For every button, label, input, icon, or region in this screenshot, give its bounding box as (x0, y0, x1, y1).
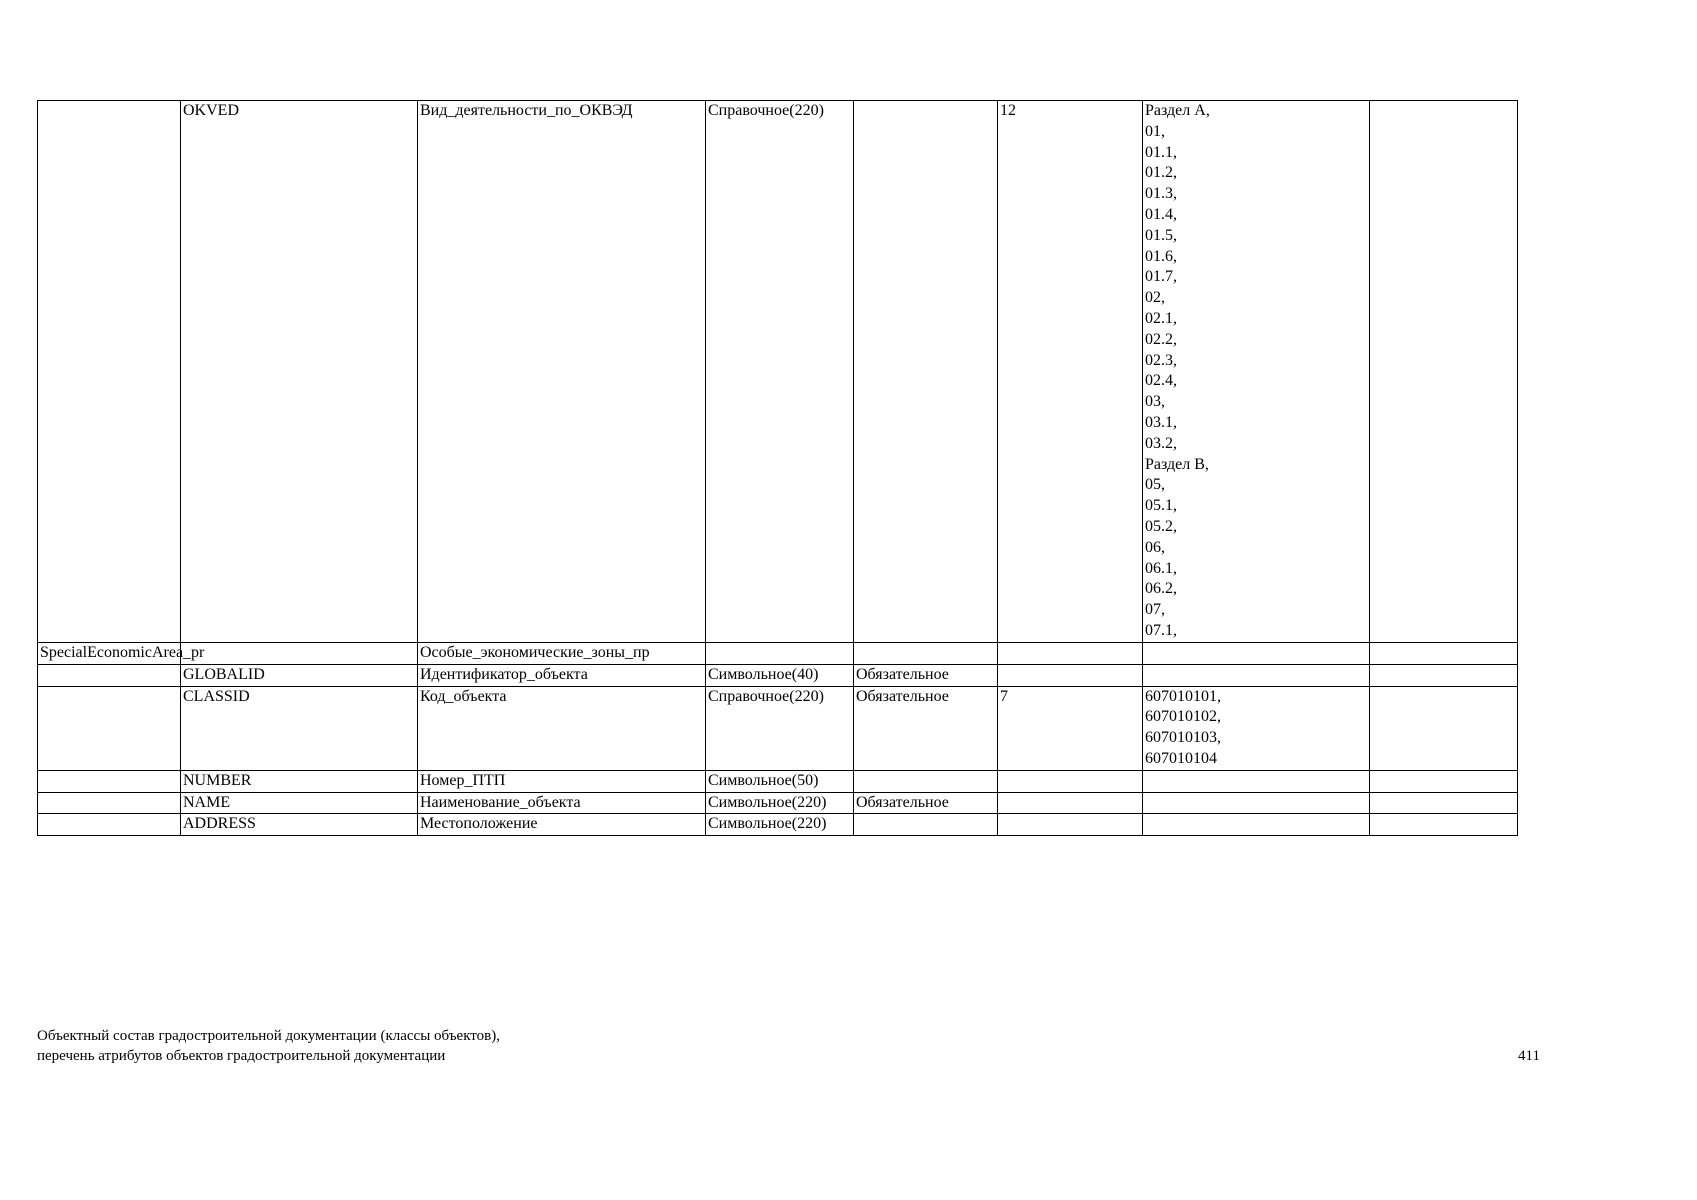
cell-required-flag (854, 770, 998, 792)
value-line: 02, (1145, 289, 1165, 307)
cell-class-name (38, 101, 181, 643)
value-line: 05, (1145, 476, 1165, 494)
value-line: 607010104 (1145, 749, 1217, 767)
value-line: 03, (1145, 393, 1165, 411)
value-line: 03.1, (1145, 413, 1177, 431)
cell-attribute-code: NUMBER (181, 770, 418, 792)
value-line: 07, (1145, 601, 1165, 619)
cell-note (1370, 770, 1518, 792)
value-line: 01.4, (1145, 205, 1177, 223)
value-line: 06.1, (1145, 559, 1177, 577)
cell-attribute-name: Особые_экономические_зоны_пр (418, 643, 706, 665)
cell-allowed-values (1143, 664, 1370, 686)
cell-required-flag: Обязательное (854, 792, 998, 814)
value-line: 607010102, (1145, 708, 1221, 726)
cell-class-name (38, 770, 181, 792)
cell-required-flag: Обязательное (854, 664, 998, 686)
attributes-table (37, 100, 1518, 836)
cell-reference-id (998, 770, 1143, 792)
cell-allowed-values (1143, 643, 1370, 665)
cell-allowed-values (1143, 814, 1370, 836)
value-line: 05.2, (1145, 517, 1177, 535)
table-row (38, 792, 1518, 814)
cell-attribute-code: NAME (181, 792, 418, 814)
value-line: Раздел B, (1145, 455, 1209, 473)
cell-reference-id: 12 (998, 101, 1143, 643)
value-line: 07.1, (1145, 621, 1177, 639)
cell-data-type: Справочное(220) (706, 101, 854, 643)
value-line: 02.1, (1145, 309, 1177, 327)
cell-allowed-values (1143, 792, 1370, 814)
value-line: 01.6, (1145, 247, 1177, 265)
value-line: 03.2, (1145, 434, 1177, 452)
cell-reference-id: 7 (998, 686, 1143, 770)
value-line: 01, (1145, 122, 1165, 140)
cell-class-name (38, 664, 181, 686)
document-footer (37, 1026, 500, 1066)
value-line: 607010101, (1145, 687, 1221, 705)
cell-required-flag (854, 643, 998, 665)
cell-attribute-name: Местоположение (418, 814, 706, 836)
cell-attribute-code: ADDRESS (181, 814, 418, 836)
cell-allowed-values (1143, 770, 1370, 792)
footer-title-line-2: перечень атрибутов объектов градостроительной документации (37, 1048, 446, 1064)
cell-data-type: Символьное(220) (706, 814, 854, 836)
cell-reference-id (998, 643, 1143, 665)
value-line: 02.3, (1145, 351, 1177, 369)
cell-data-type: Символьное(40) (706, 664, 854, 686)
value-line: 01.2, (1145, 164, 1177, 182)
table-row (38, 643, 1518, 665)
cell-class-name: SpecialEconomicArea_pr (38, 643, 181, 665)
footer-title-line-1: Объектный состав градостроительной документации (классы объектов), (37, 1028, 500, 1044)
cell-class-name (38, 792, 181, 814)
table-row (38, 814, 1518, 836)
cell-attribute-code: GLOBALID (181, 664, 418, 686)
cell-attribute-name: Идентификатор_объекта (418, 664, 706, 686)
table-row (38, 664, 1518, 686)
cell-allowed-values (1143, 686, 1370, 770)
table-body (38, 101, 1518, 836)
cell-attribute-code: CLASSID (181, 686, 418, 770)
cell-attribute-code: OKVED (181, 101, 418, 643)
value-line: 607010103, (1145, 729, 1221, 747)
value-line: 01.7, (1145, 268, 1177, 286)
cell-note (1370, 101, 1518, 643)
value-line: Раздел А, (1145, 102, 1210, 119)
cell-note (1370, 686, 1518, 770)
cell-reference-id (998, 664, 1143, 686)
cell-attribute-name: Наименование_объекта (418, 792, 706, 814)
cell-class-name (38, 814, 181, 836)
cell-data-type: Символьное(50) (706, 770, 854, 792)
cell-note (1370, 792, 1518, 814)
cell-note (1370, 814, 1518, 836)
cell-attribute-name: Вид_деятельности_по_ОКВЭД (418, 101, 706, 643)
cell-note (1370, 664, 1518, 686)
table-row (38, 101, 1518, 643)
value-line: 06.2, (1145, 580, 1177, 598)
cell-data-type (706, 643, 854, 665)
value-line: 02.2, (1145, 330, 1177, 348)
cell-attribute-name: Номер_ПТП (418, 770, 706, 792)
cell-required-flag: Обязательное (854, 686, 998, 770)
table-row (38, 770, 1518, 792)
value-line: 02.4, (1145, 372, 1177, 390)
cell-data-type: Символьное(220) (706, 792, 854, 814)
value-line: 05.1, (1145, 497, 1177, 515)
cell-required-flag (854, 101, 998, 643)
cell-allowed-values (1143, 101, 1370, 643)
cell-attribute-name: Код_объекта (418, 686, 706, 770)
cell-required-flag (854, 814, 998, 836)
cell-reference-id (998, 814, 1143, 836)
cell-data-type: Справочное(220) (706, 686, 854, 770)
value-line: 06, (1145, 538, 1165, 556)
cell-note (1370, 643, 1518, 665)
cell-class-name (38, 686, 181, 770)
value-line: 01.5, (1145, 226, 1177, 244)
cell-attribute-code (181, 643, 418, 665)
page-number: 411 (1518, 1048, 1540, 1064)
table-row (38, 686, 1518, 770)
value-line: 01.3, (1145, 185, 1177, 203)
cell-reference-id (998, 792, 1143, 814)
value-line: 01.1, (1145, 143, 1177, 161)
